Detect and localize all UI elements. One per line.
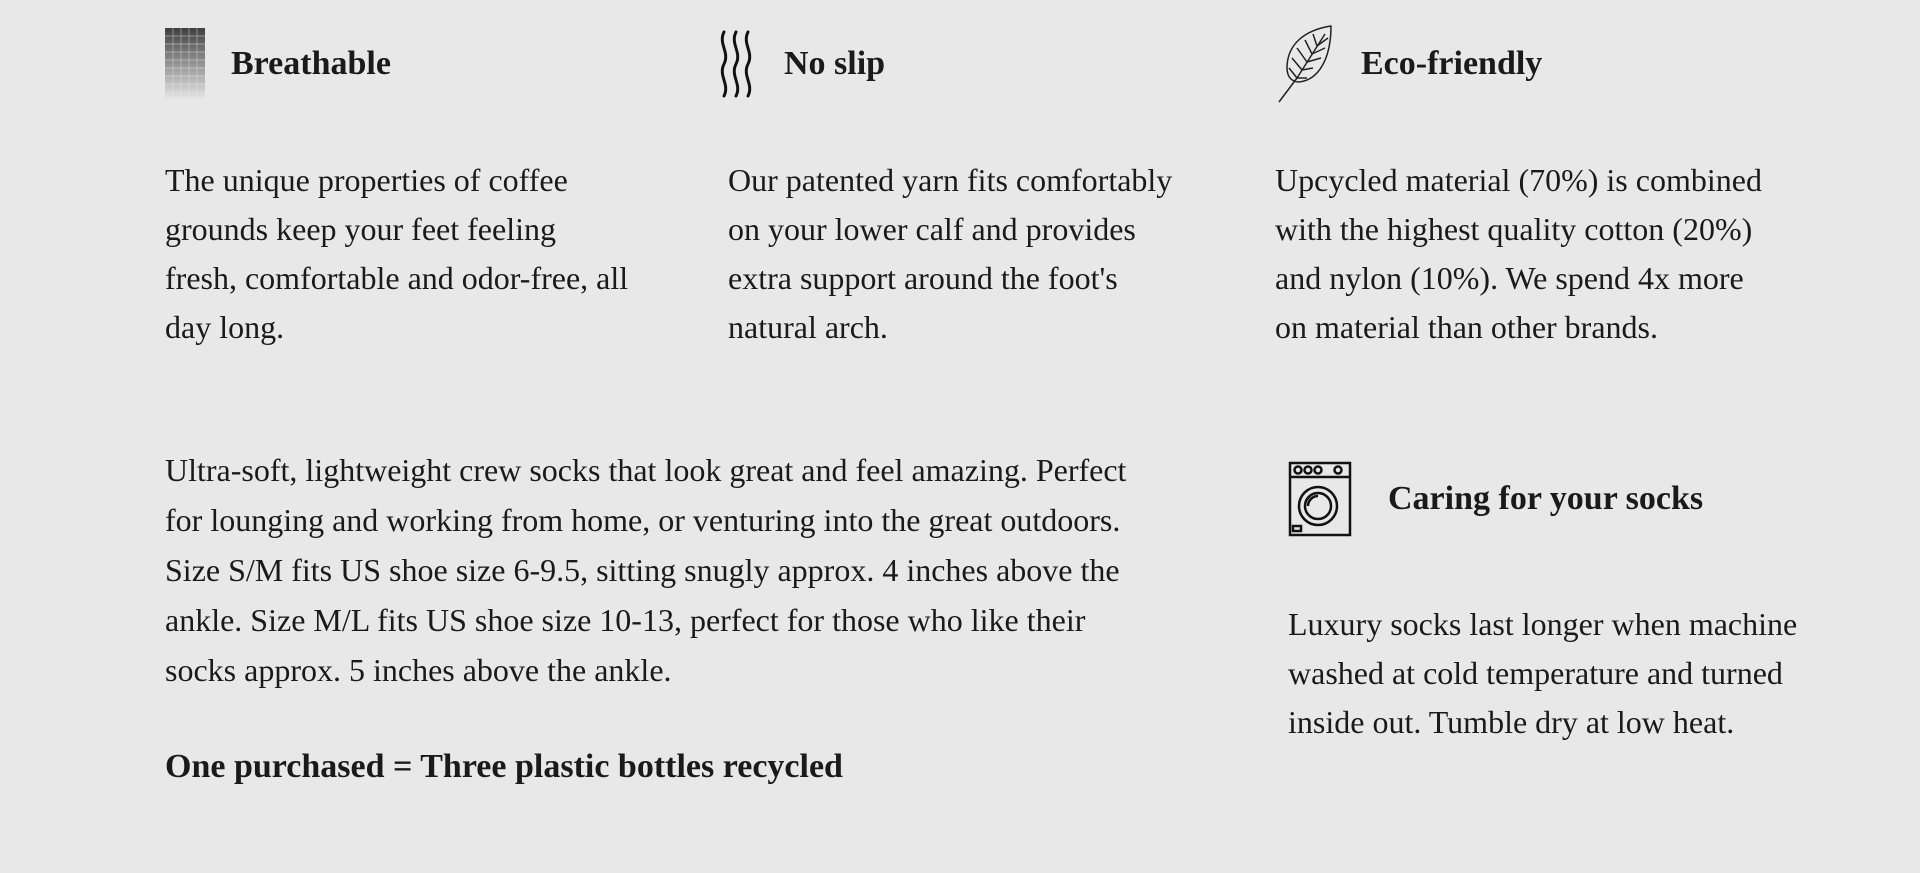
feature-header — [165, 24, 635, 104]
feature-eco-friendly — [1275, 24, 1775, 352]
feature-title: Breathable — [231, 45, 391, 82]
feature-breathable — [165, 24, 635, 352]
gradient-square-icon — [165, 28, 205, 100]
feature-header — [718, 24, 1188, 104]
wavy-lines-icon — [718, 28, 758, 100]
leaf-icon — [1275, 24, 1335, 104]
care-title: Caring for your socks — [1388, 480, 1704, 517]
feature-no-slip — [718, 24, 1188, 352]
recycling-tagline: One purchased = Three plastic bottles recycled — [165, 748, 843, 785]
feature-header — [1275, 24, 1775, 104]
product-description: Ultra-soft, lightweight crew socks that look great and feel amazing. Perfect for lounging and working from home, or venturing into the great outdoors. Size S/M fits US shoe size 6-9.5, sitting snugly approx. 4 inches above the ankle. Size M/L fits US shoe size 10-13, perfect for those who like their socks approx. 5 inches above the ankle. — [165, 452, 1127, 688]
feature-description: Upcycled material (70%) is combined with the highest quality cotton (20%) and nylon (10%). We spend 4x more on material than other brands. — [1275, 162, 1762, 345]
care-header — [1288, 458, 1848, 540]
care-description: Luxury socks last longer when machine washed at cold temperature and turned inside out. Tumble dry at low heat. — [1288, 606, 1798, 740]
feature-title: No slip — [784, 45, 886, 82]
feature-title: Eco-friendly — [1361, 45, 1543, 82]
feature-description: The unique properties of coffee grounds keep your feet feeling fresh, comfortable and odor-free, all day long. — [165, 162, 629, 345]
washing-machine-icon — [1288, 461, 1352, 537]
feature-description: Our patented yarn fits comfortably on your lower calf and provides extra support around the foot's natural arch. — [728, 162, 1173, 345]
care-section — [1288, 458, 1848, 747]
